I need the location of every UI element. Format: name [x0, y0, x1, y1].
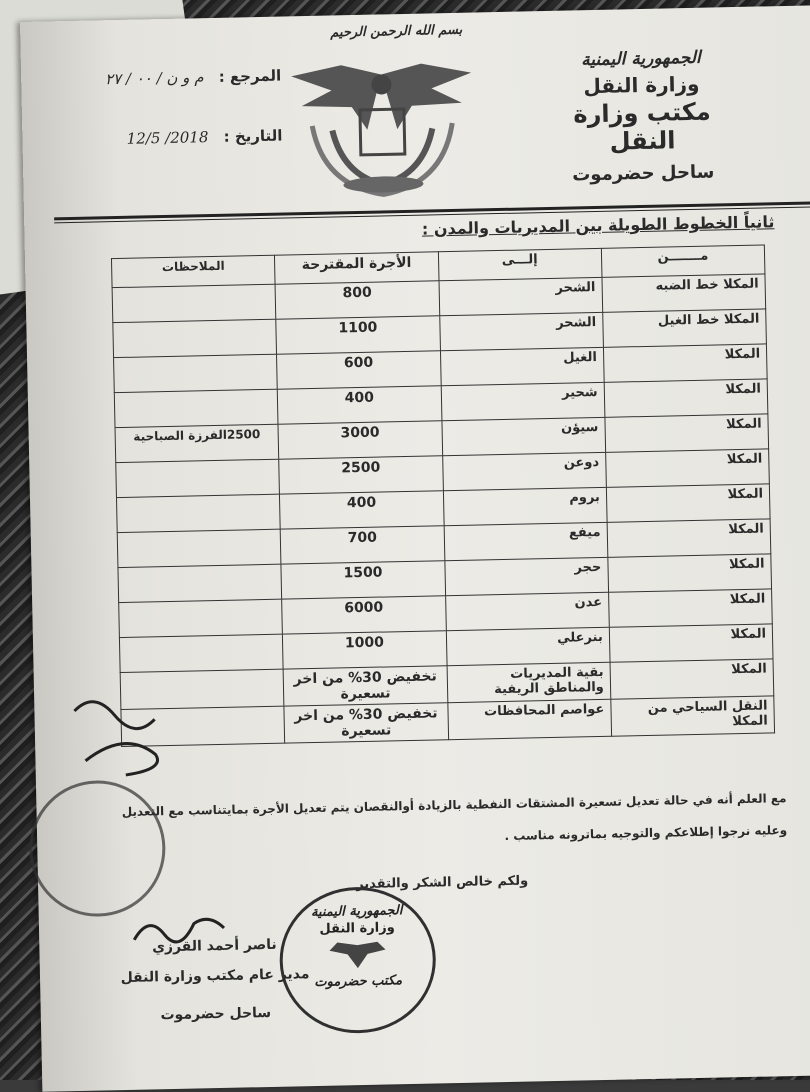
yemen-eagle-emblem [270, 32, 494, 207]
cell-fare: 1000 [283, 631, 447, 669]
cell-from: المكلا [610, 659, 774, 699]
reference-line [61, 67, 281, 90]
cell-fare: 3000 [278, 421, 442, 459]
document-page [20, 5, 810, 1092]
cell-to: عواصم المحافظات [447, 699, 611, 739]
cell-from: النقل السياحي من المكلا [611, 696, 775, 736]
cell-notes [113, 319, 277, 357]
letterhead [541, 47, 744, 186]
bismillah-text: بسم الله الرحمن الرحيم [330, 22, 463, 41]
fuel-price-note: مع العلم أنه في حالة تعديل تسعيرة المشتقات النفطية بالزيادة أوالنقصان يتم تعديل الأجرة بمايتناسب مع التعديل [121, 791, 787, 820]
reference-value: م و ن / ٠٠ / ٢٧ [104, 68, 204, 89]
cell-notes [112, 284, 276, 322]
cell-from: المكلا [605, 449, 769, 487]
signatory-place: ساحل حضرموت [160, 1004, 272, 1024]
section-title: ثانياً الخطوط الطويلة بين المديريات والمدن : [421, 212, 775, 239]
cell-fare: 700 [280, 526, 444, 564]
fares-table [111, 244, 775, 747]
cell-notes [114, 389, 278, 427]
ministry-name: وزارة النقل [583, 71, 700, 99]
cell-fare: 6000 [282, 596, 446, 634]
reference-label: المرجع : [218, 66, 282, 86]
cell-fare: تخفيض 30% من اخر تسعيرة [284, 703, 448, 743]
cell-to: دوعن [442, 452, 606, 490]
cell-fare: 800 [275, 281, 439, 319]
signatory-name: ناصر أحمد القرزي [151, 936, 277, 956]
cell-to: بنرعلي [446, 627, 610, 665]
cell-to: سيؤن [441, 417, 605, 455]
cell-notes [119, 634, 283, 672]
cell-to: حجر [444, 557, 608, 595]
date-line [62, 127, 282, 150]
cell-fare: 400 [280, 491, 444, 529]
cell-to: بروم [443, 487, 607, 525]
thanks-line: ولكم خالص الشكر والتقدير [356, 873, 529, 893]
stamp-office: مكتب حضرموت [314, 973, 403, 991]
handwritten-scribble [64, 679, 186, 801]
header-from: مـــــــن [601, 245, 765, 277]
cell-from: المكلا [605, 414, 769, 452]
cell-from: المكلا [603, 344, 767, 382]
signatory-title: مدير عام مكتب وزارة النقل [120, 966, 310, 987]
cell-fare: 1500 [281, 561, 445, 599]
region-name: ساحل حضرموت [571, 161, 715, 186]
cell-to: الغيل [440, 347, 604, 385]
office-name: مكتب وزارة النقل [573, 97, 711, 156]
cell-to: بقية المديريات والمناطق الريفية [447, 662, 611, 702]
date-label: التاريخ : [223, 126, 283, 146]
cell-notes [118, 564, 282, 602]
stamp-ministry: وزارة النقل [319, 920, 395, 937]
cell-notes [119, 599, 283, 637]
cell-fare: 2500 [279, 456, 443, 494]
cell-notes [114, 354, 278, 392]
cell-from: المكلا [604, 379, 768, 417]
request-note: وعليه نرجوا إطلاعكم والتوجيه بماترونه مناسب . [504, 823, 788, 844]
cell-to: عدن [445, 592, 609, 630]
cell-fare: تخفيض 30% من اخر تسعيرة [283, 666, 447, 706]
cell-notes [117, 529, 281, 567]
cell-fare: 1100 [276, 316, 440, 354]
cell-from: المكلا [607, 519, 771, 557]
cell-fare: 400 [277, 386, 441, 424]
cell-from: المكلا [608, 589, 772, 627]
cell-to: الشحر [439, 277, 603, 315]
cell-from: المكلا خط الضبه [602, 274, 766, 312]
cell-to: شحير [441, 382, 605, 420]
date-value: 2018/ 12/5 [126, 128, 209, 148]
cell-from: المكلا خط الغيل [602, 309, 766, 347]
cell-notes [116, 459, 280, 497]
cell-to: ميفع [444, 522, 608, 560]
stamp-republic: الجمهورية اليمنية [310, 903, 403, 921]
cell-from: المكلا [606, 484, 770, 522]
cell-to: الشحر [439, 312, 603, 350]
header-notes: الملاحظات [111, 255, 275, 287]
cell-from: المكلا [608, 554, 772, 592]
cell-notes [116, 494, 280, 532]
stamp-eagle-icon [327, 940, 388, 971]
republic-name: الجمهورية اليمنية [580, 47, 701, 71]
cell-fare: 600 [277, 351, 441, 389]
cell-notes: 2500الفرزة الصباحية [115, 424, 279, 462]
header-fare: الأجرة المقترحة [275, 252, 439, 284]
header-to: إلـــى [438, 248, 602, 280]
cell-from: المكلا [609, 624, 773, 662]
